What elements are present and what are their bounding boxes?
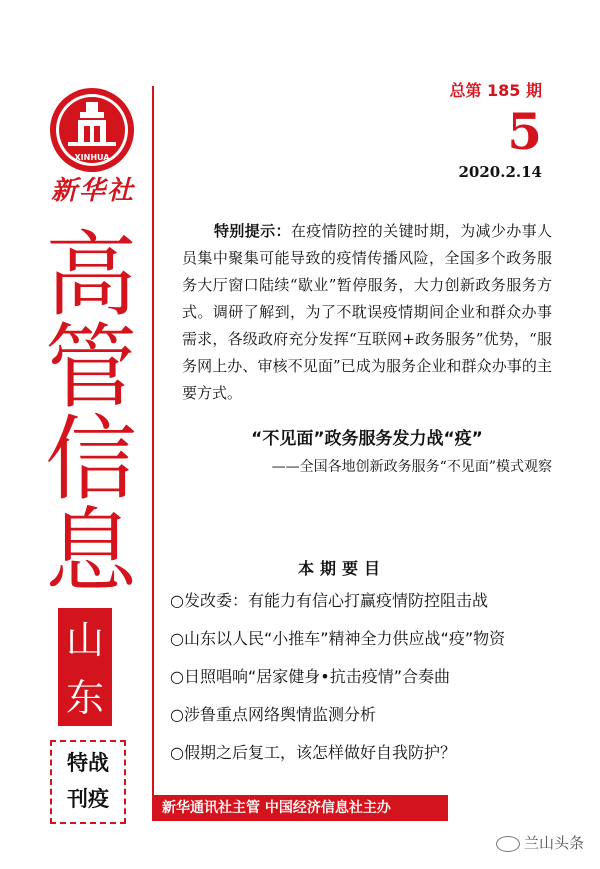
xinhua-emblem-icon [48,86,136,174]
notice-text: 在疫情防控的关键时期，为减少办事人员集中聚集可能导致的疫情传播风险，全国多个政务服务大厅窗口陆续“歇业”暂停服务，大力创新政务服务方式。调研了解到，为了不耽误疫情期间企业和群众办事需求，各级政府充分发挥“互联网+政务服务”优势，“服务网上办、审核不见面”已成为服务企业和群众办事的主要方式。 [182,222,552,402]
logo-text: XINHUA [74,153,110,162]
special-line: 刊疫 [67,787,109,811]
special-notice [182,218,552,407]
title-char: 息 [44,498,137,605]
agency-name: 新华社 [50,176,135,206]
issue-info [402,78,542,181]
toc-title: 本期要目 [297,559,386,578]
notice-label: 特别提示： [214,222,291,240]
toc-item: ○假期之后复工，该怎样做好自我防护？ [170,743,456,762]
region-badge [58,608,112,726]
toc-item: ○山东以人民“小推车”精神全力供应战“疫”物资 [170,629,506,648]
publisher-footer: 新华通讯社主管 中国经济信息社主办 [152,795,448,821]
special-line: 特战 [67,751,109,775]
wechat-icon [496,836,520,852]
publication-title [36,222,146,605]
watermark-text: 兰山头条 [523,834,584,852]
divider-line [152,86,154,816]
toc-item: ○发改委：有能力有信心打赢疫情防控阻击战 [170,591,488,610]
special-edition-stamp [50,740,126,824]
title-char: 管 [44,314,137,421]
toc-list [170,582,570,772]
watermark [496,832,584,853]
title-char: 信 [44,406,137,513]
issue-date: 2020.2.14 [458,163,542,181]
toc-item: ○涉鲁重点网络舆情监测分析 [170,705,376,724]
issue-number: 5 [507,102,542,161]
region-char: 东 [65,676,104,720]
issue-total: 总第 185 期 [449,81,542,100]
toc-item: ○日照唱响“居家健身•抗击疫情”合奏曲 [170,667,450,686]
headline: “不见面”政务服务发力战“疫” [251,429,483,449]
title-char: 高 [44,222,137,329]
subheadline: ——全国各地创新政务服务“不见面”模式观察 [271,459,552,475]
region-char: 山 [65,618,104,662]
